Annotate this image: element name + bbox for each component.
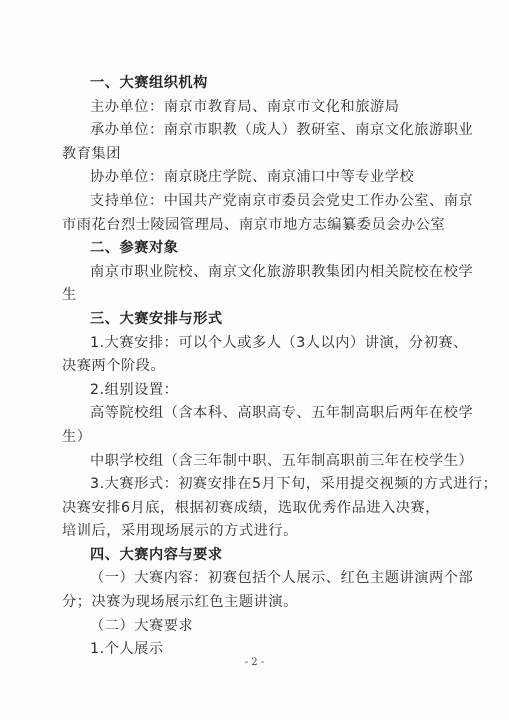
paragraph-line: 分；决赛为现场展示红色主题讲演。 [62,594,298,611]
paragraph-line: （一）大赛内容：初赛包括个人展示、红色主题讲演两个部 [90,570,474,587]
paragraph-line: 南京市职业院校、南京文化旅游职教集团内相关院校在校学 [90,263,474,280]
paragraph-line: （二）大赛要求 [90,617,194,634]
paragraph-line: 协办单位：南京晓庄学院、南京浦口中等专业学校 [90,169,415,186]
paragraph-line: 市雨花台烈士陵园管理局、南京市地方志编纂委员会办公室 [62,216,446,233]
paragraph-line: 中职学校组（含三年制中职、五年制高职前三年在校学生） [90,452,474,469]
paragraph-line: 高等院校组（含本科、高职高专、五年制高职后两年在校学 [90,405,474,422]
paragraph-line: 1.个人展示 [90,641,164,658]
section-heading-content: 四、大赛内容与要求 [90,546,223,563]
paragraph-line: 3.大赛形式：初赛安排在5月下旬，采用提交视频的方式进行； [90,476,498,493]
paragraph-line: 决赛两个阶段。 [62,358,166,375]
paragraph-line: 承办单位：南京市职教（成人）教研室、南京文化旅游职业 [90,122,474,139]
paragraph-line: 培训后，采用现场展示的方式进行。 [62,523,298,540]
section-heading-arrangement: 三、大赛安排与形式 [90,310,223,327]
paragraph-line: 决赛安排6月底，根据初赛成绩，选取优秀作品进入决赛， [62,499,441,516]
section-heading-participants: 二、参赛对象 [90,240,179,257]
paragraph-line: 生） [62,428,92,445]
paragraph-line: 1.大赛安排：可以个人或多人（3人以内）讲演，分初赛、 [90,334,468,351]
paragraph-line: 支持单位：中国共产党南京市委员会党史工作办公室、南京 [90,192,474,209]
section-heading-organization: 一、大赛组织机构 [90,75,208,91]
document-body [62,72,498,662]
paragraph-line: 教育集团 [62,145,121,162]
page-number: - 2 - [244,657,265,668]
paragraph-line: 主办单位：南京市教育局、南京市文化和旅游局 [90,98,400,115]
paragraph-line: 2.组别设置： [90,381,179,398]
paragraph-line: 生 [62,287,77,304]
